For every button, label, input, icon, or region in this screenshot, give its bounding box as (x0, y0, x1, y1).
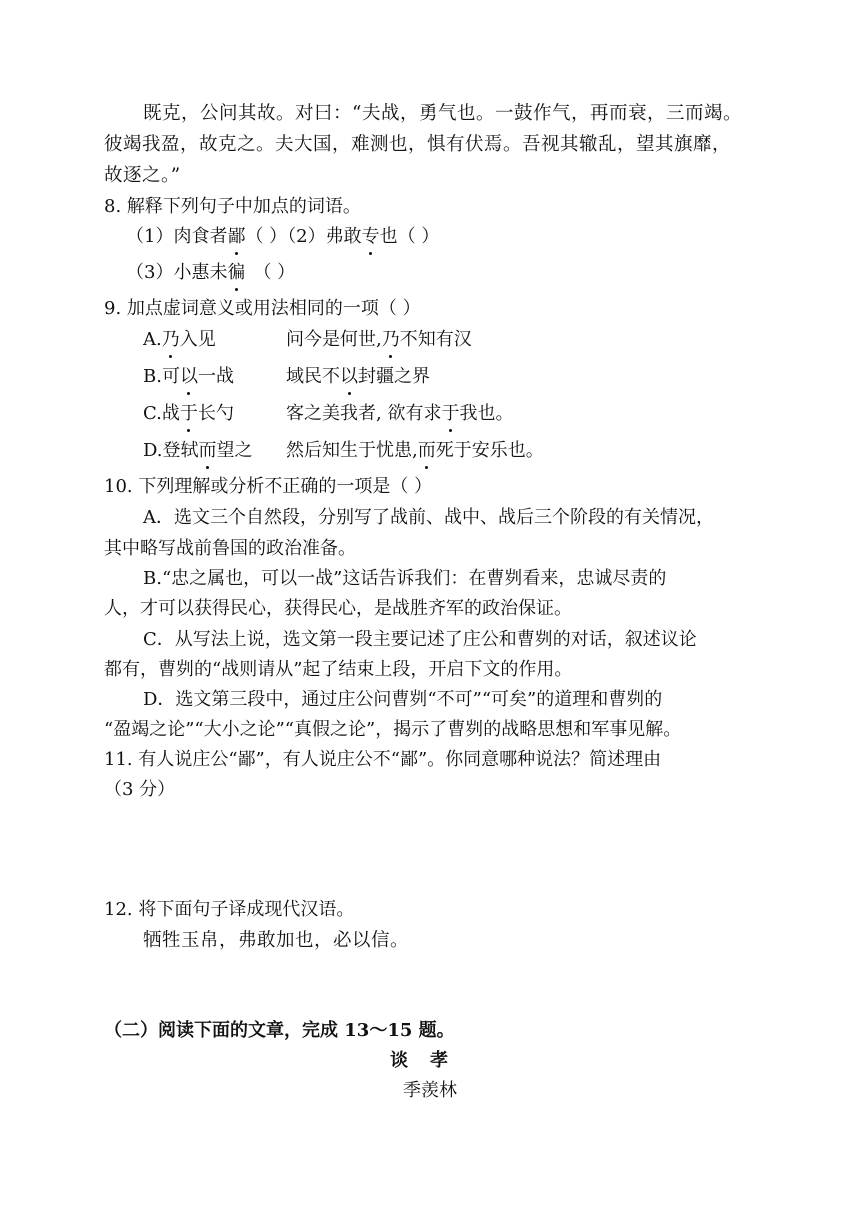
q9-prompt: 9. 加点虚词意义或用法相同的一项（ ） (104, 298, 421, 319)
q10-option-a-line-1: A．选文三个自然段，分别写了战前、战中、战后三个阶段的有关情况， (143, 507, 714, 528)
q12-sentence: 牺牲玉帛，弗敢加也，必以信。 (143, 930, 410, 951)
q9-option-c-right (286, 399, 513, 429)
passage-line-1: 既克，公问其故。对曰：“夫战，勇气也。一鼓作气，再而衰，三而竭。 (143, 103, 742, 124)
q9-option-a-left (143, 325, 216, 355)
q9-option-d-label: D.登轼 (143, 440, 199, 461)
q11-prompt-line-1: 11. 有人说庄公“鄙”，有人说庄公不“鄙”。你同意哪种说法？简述理由 (104, 749, 662, 770)
q9-option-c-label: C.战 (143, 403, 180, 424)
q9-option-a-right (286, 325, 472, 355)
q8-item-2-answer-blank[interactable]: （ ） (397, 226, 440, 247)
q9-option-d-text: 望之 (216, 440, 253, 461)
q8-items-row-2 (126, 258, 295, 288)
q8-item-1-text: （1）肉食者 (126, 226, 228, 247)
q9-option-a-label: A. (143, 329, 162, 350)
q9-option-b-label: B.可 (143, 366, 180, 387)
q10-option-b-line-1: B.“忠之属也，可以一战”这话告诉我们：在曹刿看来，忠诚尽责的 (143, 568, 667, 589)
q9-option-b-dotted-word: 以 (180, 362, 198, 392)
q10-option-d-line-1: D．选文第三段中，通过庄公问曹刿“不可”“可矣”的道理和曹刿的 (143, 689, 663, 710)
q8-item-2-text: （2）弗敢 (287, 226, 362, 247)
q11-prompt-line-2: （3 分） (104, 779, 176, 800)
q9-option-a-dotted-word: 乃 (162, 325, 180, 355)
q9-option-d-left (143, 436, 253, 466)
q9-option-c-dotted-word: 于 (180, 399, 198, 429)
q8-item-1-dotted-word: 鄙 (227, 222, 245, 252)
q8-item-3-text: （3）小惠未 (126, 262, 228, 283)
q9-option-b-compare-dotted-word: 以 (340, 362, 358, 392)
q9-option-c-compare-dotted-word: 于 (441, 399, 459, 429)
q9-option-a-text: 入见 (179, 329, 216, 350)
q8-items-row-1 (126, 222, 439, 252)
q10-option-b-line-2: 人，才可以获得民心，获得民心，是战胜齐军的政治保证。 (104, 598, 572, 619)
article-title: 谈孝 (390, 1050, 470, 1071)
q9-option-d-dotted-word: 而 (199, 436, 217, 466)
q8-item-3-dotted-word: 徧 (227, 258, 245, 288)
q9-option-b-text: 一战 (197, 366, 234, 387)
q9-option-c-text: 长勺 (197, 403, 234, 424)
q8-item-2-text-post: 也 (379, 226, 398, 247)
q8-item-1-answer-blank[interactable]: （ ） (245, 226, 288, 247)
q9-option-a-compare-text: 问今是何世, (286, 329, 382, 350)
article-author: 季羡林 (403, 1080, 457, 1101)
q9-option-b-compare-text: 域民不 (286, 366, 340, 387)
q9-option-d-right (286, 436, 544, 466)
q10-option-c-line-2: 都有，曹刿的“战则请从”起了结束上段，开启下文的作用。 (104, 659, 573, 680)
q9-option-a-compare-dotted-word: 乃 (382, 325, 400, 355)
section-2-heading: （二）阅读下面的文章，完成 13～15 题。 (104, 1020, 455, 1041)
q9-option-d-compare-dotted-word: 而 (418, 436, 436, 466)
q9-option-b-right (286, 362, 430, 392)
q9-option-c-compare-text: 客之美我者, 欲有求 (286, 403, 442, 424)
q8-item-2-dotted-word: 专 (362, 222, 380, 252)
q9-option-b-compare-text-post: 封疆之界 (358, 366, 430, 387)
q10-option-a-line-2: 其中略写战前鲁国的政治准备。 (104, 538, 356, 559)
q9-option-c-compare-text-post: 我也。 (459, 403, 514, 424)
q9-option-b-left (143, 362, 234, 392)
passage-line-3: 故逐之。” (104, 165, 181, 186)
q10-prompt: 10. 下列理解或分析不正确的一项是（ ） (104, 476, 433, 497)
q9-option-c-left (143, 399, 234, 429)
q8-prompt: 8. 解释下列句子中加点的词语。 (104, 196, 361, 217)
q10-option-c-line-1: C．从写法上说，选文第一段主要记述了庄公和曹刿的对话，叙述议论 (143, 629, 697, 650)
q9-option-d-compare-text: 然后知生于忧患, (286, 440, 418, 461)
q12-prompt: 12. 将下面句子译成现代汉语。 (104, 899, 355, 920)
q8-item-3-answer-blank[interactable]: （ ） (253, 262, 296, 283)
q9-option-d-compare-text-post: 死于安乐也。 (435, 440, 544, 461)
q10-option-d-line-2: “盈竭之论”“大小之论”“真假之论”，揭示了曹刿的战略思想和军事见解。 (104, 719, 682, 740)
passage-line-2: 彼竭我盈，故克之。夫大国，难测也，惧有伏焉。吾视其辙乱，望其旗靡， (104, 134, 732, 155)
q9-option-a-compare-text-post: 不知有汉 (399, 329, 472, 350)
